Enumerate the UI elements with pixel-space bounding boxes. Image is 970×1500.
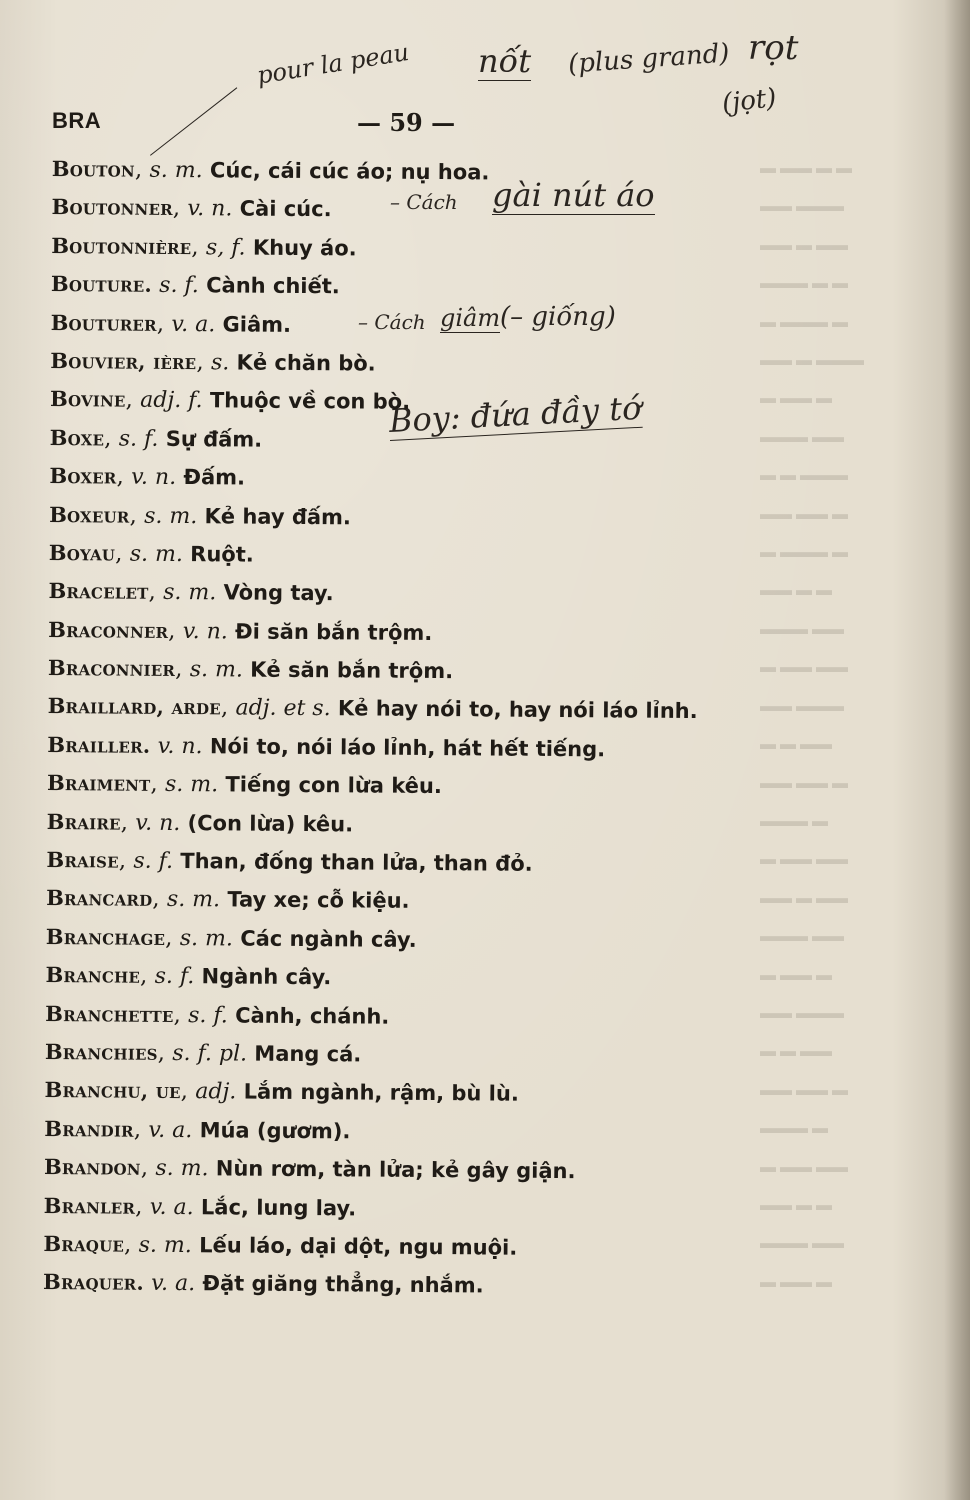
entry-grammar: s. m. <box>155 1156 209 1182</box>
dictionary-entry <box>51 265 771 309</box>
entry-gloss: Cành, chánh. <box>235 1003 390 1029</box>
running-head: BRA <box>52 108 102 133</box>
page-header <box>52 108 472 142</box>
dictionary-entry: Bouturer, v. a. Giâm. <box>50 309 292 337</box>
entry-gloss: Đấm. <box>183 465 246 490</box>
entry-gloss: Khuy áo. <box>252 235 357 261</box>
entry-headword: Brailler. <box>47 731 151 758</box>
entry-headword: Boyau <box>48 539 116 566</box>
entry-headword: Bouture. <box>50 271 152 297</box>
annotation-bouturer-paren: (– giống) <box>500 302 616 332</box>
entry-gloss: Sự đấm. <box>165 426 263 452</box>
dictionary-entry: Boyau, s. m. Ruột. <box>48 539 254 567</box>
dictionary-entry: Branchies, s. f. pl. Mang cá. <box>44 1038 362 1067</box>
entry-grammar: s. m. <box>149 157 203 184</box>
dictionary-entry: Boxe, s. f. Sự đấm. <box>49 424 263 452</box>
entry-grammar: v. a. <box>149 1194 194 1220</box>
entry-gloss: Kẻ chăn bò. <box>236 350 376 376</box>
entry-headword: Boutonner <box>51 194 173 221</box>
entry-gloss: Cài cúc. <box>239 196 332 222</box>
dictionary-entry: Braconner, v. n. Đi săn bắn trộm. <box>48 616 433 645</box>
dictionary-entry: Brandir, v. a. Múa (gươm). <box>44 1115 351 1144</box>
entry-gloss: Lắc, lung lay. <box>200 1194 357 1220</box>
annotation-top-word2: rọt <box>748 28 799 68</box>
entry-gloss: Thuộc về con bò. <box>209 388 411 415</box>
entry-grammar: s. m. <box>179 925 234 952</box>
entry-grammar: v. a. <box>151 1271 196 1297</box>
entry-grammar: adj. et s. <box>235 695 331 722</box>
entry-headword: Braiment <box>46 770 151 797</box>
entry-gloss: Tay xe; cỗ kiệu. <box>227 887 410 914</box>
entry-grammar: s. f. <box>159 273 199 299</box>
entry-headword: Bouton <box>51 155 135 182</box>
annotation-top-word1: nốt <box>478 42 532 80</box>
entry-grammar: v. n. <box>157 733 203 760</box>
entry-headword: Boxer <box>49 463 117 489</box>
dictionary-entry: Boutonnière, s, f. Khuy áo. <box>51 232 357 261</box>
entry-grammar: s. f. <box>133 848 174 875</box>
entry-gloss: Mang cá. <box>254 1041 362 1067</box>
entry-gloss: Múa (gươm). <box>199 1117 351 1144</box>
entry-grammar: s. m. <box>189 657 243 683</box>
entry-headword: Branchies <box>44 1038 158 1065</box>
entry-gloss: Vòng tay. <box>223 580 334 606</box>
dictionary-entry: Bracelet, s. m. Vòng tay. <box>48 578 334 606</box>
annotation-boutonner-prefix: – Cách <box>390 190 458 214</box>
entry-grammar: v. a. <box>148 1117 193 1143</box>
dictionary-entry: Branchage, s. m. Các ngành cây. <box>45 923 417 952</box>
entry-headword: Branchu, ue <box>44 1077 181 1104</box>
dictionary-entry: Brancard, s. m. Tay xe; cỗ kiệu. <box>46 885 410 914</box>
entry-headword: Brandir <box>44 1115 134 1142</box>
dictionary-entry: Boxer, v. n. Đấm. <box>49 463 246 491</box>
entry-grammar: s. f. pl. <box>172 1040 248 1067</box>
annotation-top-word2-sub: (jọt) <box>720 83 778 119</box>
entry-gloss: Đặt giăng thẳng, nhắm. <box>202 1271 484 1298</box>
dictionary-entry: Branler, v. a. Lắc, lung lay. <box>43 1192 357 1220</box>
dictionary-entry: Brandon, s. m. Nùn rơm, tàn lửa; kẻ gây giận. <box>43 1154 576 1184</box>
entry-gloss: (Con lừa) kêu. <box>187 810 354 837</box>
entry-gloss: Kẻ săn bắn trộm. <box>250 657 454 684</box>
annotation-boy-note: Boy: đứa đầy tớ <box>388 388 643 440</box>
entry-gloss: Ruột. <box>190 542 254 567</box>
dictionary-entry: Bouton, s. m. Cúc, cái cúc áo; nụ hoa. <box>51 155 490 185</box>
entry-list <box>43 150 772 1307</box>
entry-headword: Branler <box>43 1192 136 1219</box>
annotation-bouturer-prefix: – Cách <box>358 310 426 334</box>
entry-grammar: s. f. <box>154 964 195 990</box>
entry-grammar: s. m. <box>138 1232 192 1259</box>
dictionary-entry: Bouvier, ière, s. Kẻ chăn bò. <box>50 347 376 376</box>
entry-grammar: v. n. <box>182 618 228 645</box>
entry-grammar: v. n. <box>187 196 233 222</box>
entry-headword: Brancard <box>46 885 153 912</box>
dictionary-entry: Braiment, s. m. Tiếng con lừa kêu. <box>46 770 442 799</box>
entry-grammar: s, f. <box>205 234 246 261</box>
entry-headword: Branchette <box>45 1000 174 1027</box>
entry-headword: Brandon <box>43 1154 141 1180</box>
entry-headword: Braconnier <box>47 655 176 682</box>
entry-headword: Bracelet <box>48 578 149 605</box>
dictionary-entry <box>43 1263 763 1307</box>
dictionary-entry: Boxeur, s. m. Kẻ hay đấm. <box>49 501 352 529</box>
annotation-top-note: pour la peau <box>255 38 411 90</box>
entry-headword: Bouvier, ière <box>50 347 197 375</box>
entry-grammar: s. m. <box>166 887 221 913</box>
page-number: — 59 — <box>357 108 456 137</box>
entry-gloss: Cúc, cái cúc áo; nụ hoa. <box>209 158 490 185</box>
entry-gloss: Lếu láo, dại dột, ngu muội. <box>199 1233 518 1260</box>
entry-headword: Boxeur <box>49 501 130 528</box>
entry-headword: Branchage <box>45 923 166 950</box>
entry-grammar: adj. f. <box>140 388 203 414</box>
dictionary-entry: Branchu, ue, adj. Lắm ngành, rậm, bù lù. <box>44 1077 519 1107</box>
entry-grammar: v. n. <box>135 810 181 836</box>
entry-grammar: s. <box>210 350 230 376</box>
entry-grammar: s. m. <box>164 772 219 798</box>
show-through-text: ▬ ▬▬ ▬ ▬ ▬▬ ▬▬▬ ▬▬ ▬ ▬▬ ▬▬▬ ▬ ▬ ▬ ▬▬▬ ▬ ▬▬ ▬ ▬▬▬ ▬ ▬▬ ▬ ▬▬▬ ▬▬ ▬ ▬ ▬▬▬ ▬▬ ▬▬ ▬ ▬ ▬▬▬ ▬ ▬▬ ▬ ▬ ▬▬▬ ▬▬ ▬ ▬▬ ▬▬ ▬▬ ▬▬▬ ▬ ▬ ▬▬ ▬▬ ▬▬ ▬ ▬▬▬ ▬ ▬ ▬▬ ▬▬ ▬▬ ▬ ▬▬ ▬▬▬ ▬▬ ▬ ▬▬ ▬ ▬▬ ▬▬▬ ▬ ▬ ▬▬ ▬▬ ▬▬ ▬ ▬▬▬ ▬ ▬ ▬▬ ▬▬ ▬▬ ▬ ▬ ▬▬▬ ▬▬ ▬ ▬▬ ▬ <box>760 160 864 1291</box>
dictionary-entry: Bovine, adj. f. Thuộc về con bò. <box>49 386 411 415</box>
dictionary-entry: Braillard, arde, adj. et s. Kẻ hay nói to, hay nói láo lỉnh. <box>47 693 698 724</box>
entry-grammar: s. f. <box>118 426 159 452</box>
annotation-top-paren: (plus grand) <box>567 38 731 80</box>
entry-headword: Boutonnière <box>51 232 192 259</box>
entry-grammar: s. f. <box>188 1002 228 1029</box>
entry-gloss: Nùn rơm, tàn lửa; kẻ gây giận. <box>215 1156 576 1184</box>
entry-headword: Braise <box>46 847 119 873</box>
entry-grammar: v. a. <box>171 311 216 337</box>
entry-headword: Bovine <box>49 386 126 412</box>
dictionary-entry: Branchette, s. f. Cành, chánh. <box>45 1000 390 1029</box>
entry-gloss: Than, đống than lửa, than đỏ. <box>180 849 533 876</box>
entry-gloss: Cành chiết. <box>206 273 340 299</box>
entry-headword: Braquer. <box>43 1269 145 1296</box>
dictionary-entry: Branche, s. f. Ngành cây. <box>45 962 332 990</box>
entry-grammar: s. m. <box>163 580 217 606</box>
annotation-boutonner-note: gài nút áo <box>492 176 655 214</box>
entry-grammar: s. m. <box>129 541 183 567</box>
entry-grammar: adj. <box>195 1079 237 1105</box>
dictionary-entry: Braise, s. f. Than, đống than lửa, than đỏ. <box>46 847 533 876</box>
entry-gloss: Ngành cây. <box>201 964 332 990</box>
entry-gloss: Nói to, nói láo lỉnh, hát hết tiếng. <box>209 734 606 762</box>
entry-gloss: Kẻ hay nói to, hay nói láo lỉnh. <box>337 696 698 724</box>
entry-grammar: s. m. <box>144 503 198 529</box>
dictionary-entry: Braconnier, s. m. Kẻ săn bắn trộm. <box>47 655 454 684</box>
dictionary-entry: Braque, s. m. Lếu láo, dại dột, ngu muội. <box>43 1230 518 1260</box>
entry-grammar: v. n. <box>131 464 177 491</box>
entry-headword: Braire <box>46 808 121 835</box>
dictionary-entry: Braire, v. n. (Con lừa) kêu. <box>46 808 354 837</box>
dictionary-entry <box>47 726 767 770</box>
annotation-bouturer-word: giâm <box>440 304 501 332</box>
entry-headword: Branche <box>45 962 141 988</box>
entry-headword: Braillard, arde <box>47 693 221 720</box>
entry-gloss: Các ngành cây. <box>240 926 417 952</box>
entry-gloss: Giâm. <box>222 311 292 337</box>
entry-gloss: Lắm ngành, rậm, bù lù. <box>243 1079 519 1107</box>
entry-headword: Boxe <box>49 424 105 451</box>
entry-headword: Braconner <box>48 616 169 643</box>
entry-gloss: Tiếng con lừa kêu. <box>225 772 442 799</box>
dictionary-entry: Boutonner, v. n. Cài cúc. <box>51 194 332 222</box>
entry-gloss: Kẻ hay đấm. <box>204 503 352 529</box>
entry-headword: Braque <box>43 1230 125 1257</box>
entry-headword: Bouturer <box>50 309 157 336</box>
entry-gloss: Đi săn bắn trộm. <box>235 619 433 645</box>
